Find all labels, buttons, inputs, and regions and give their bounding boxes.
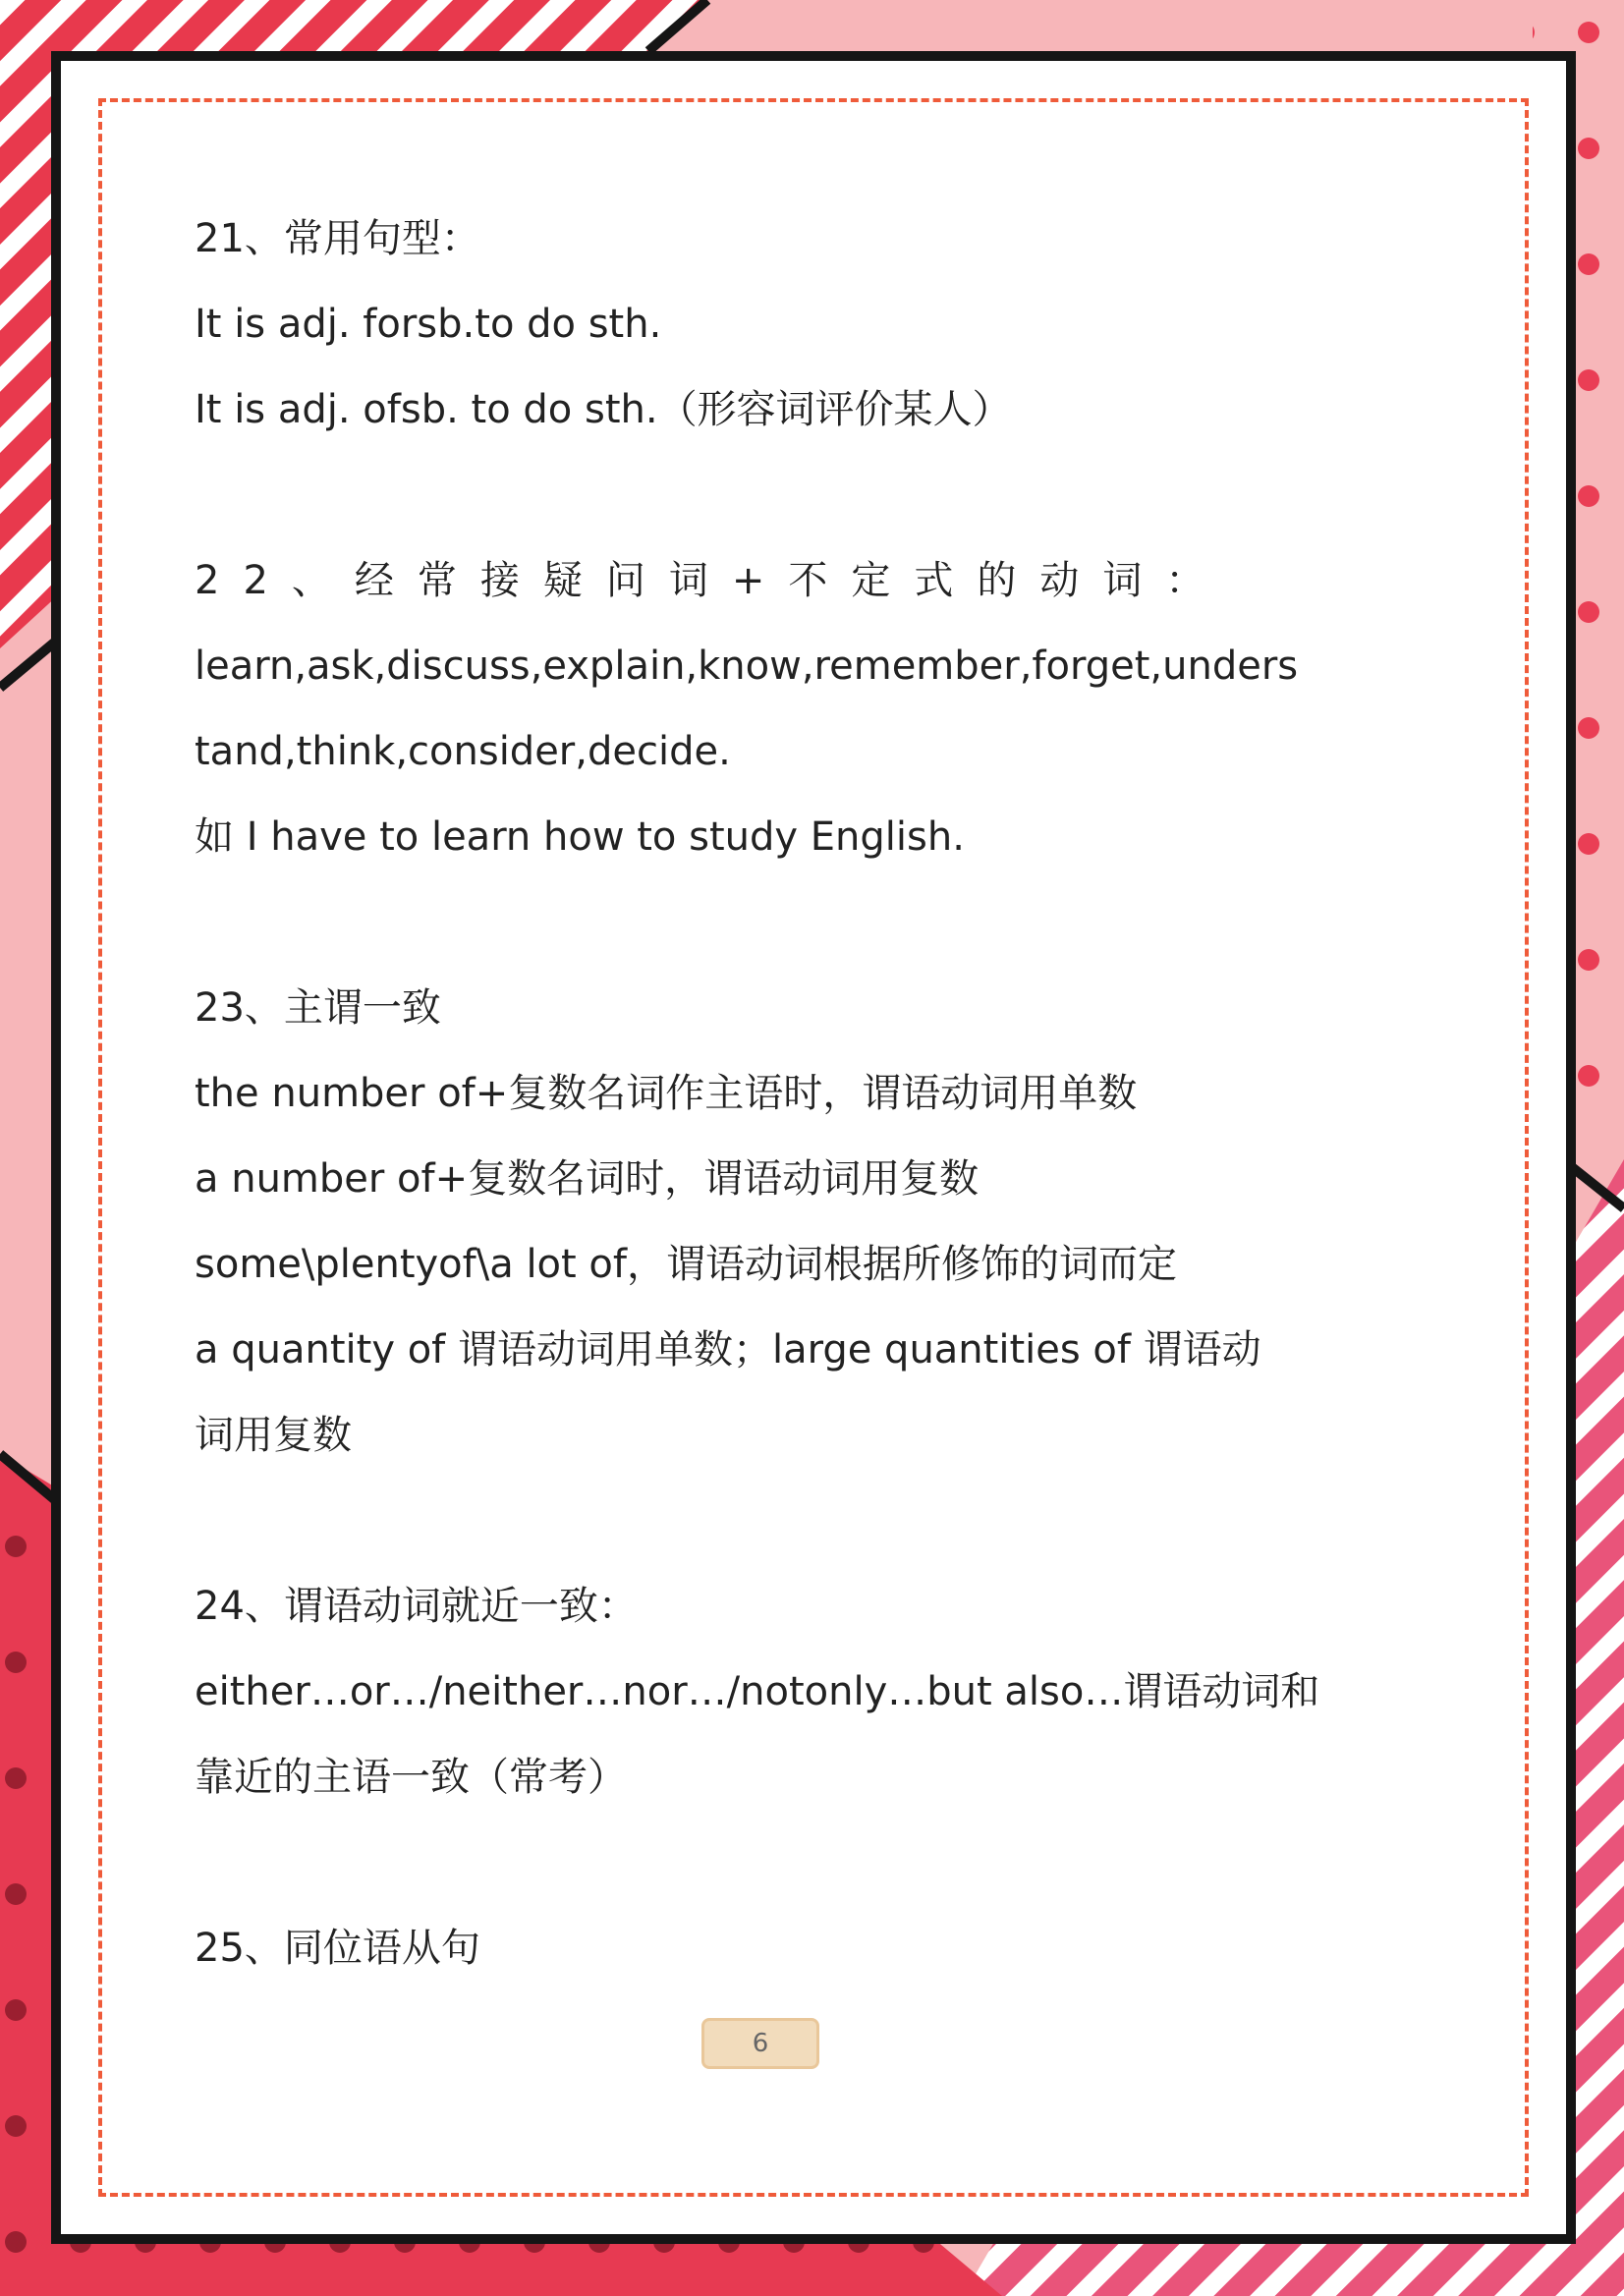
- section-heading: 21、常用句型：: [195, 216, 480, 261]
- section-24: [195, 1564, 1373, 1820]
- text-line: some\plentyof\a lot of，谓语动词根据所修饰的词而定: [195, 1242, 1177, 1287]
- text-line: learn,ask,discuss,explain,know,remember,forget,unders: [195, 644, 1299, 689]
- text-line: 如 I have to learn how to study English.: [195, 814, 965, 860]
- section-heading: 25、同位语从句: [195, 1926, 480, 1971]
- section-heading: 22、经常接疑问词+不定式的动词：: [195, 558, 1229, 603]
- text-line: either…or…/neither…nor…/notonly…but also…谓语动词和: [195, 1669, 1320, 1714]
- section-gap: [195, 880, 1373, 966]
- section-gap: [195, 1820, 1373, 1906]
- page-number: 6: [701, 2018, 819, 2069]
- text-line: a quantity of 谓语动词用单数；large quantities of 谓语动: [195, 1327, 1261, 1372]
- section-25: [195, 1906, 1373, 1991]
- section-22: [195, 538, 1373, 880]
- text-line: tand,think,consider,decide.: [195, 729, 731, 774]
- section-gap: [195, 1479, 1373, 1564]
- text-line: 靠近的主语一致（常考）: [195, 1755, 627, 1800]
- section-gap: [195, 453, 1373, 538]
- text-line: 词用复数: [195, 1413, 352, 1458]
- document-body: [195, 196, 1373, 1991]
- section-heading: 23、主谓一致: [195, 985, 441, 1031]
- section-21: [195, 196, 1373, 453]
- text-line: a number of+复数名词时，谓语动词用复数: [195, 1156, 980, 1202]
- text-line: It is adj. ofsb. to do sth.（形容词评价某人）: [195, 387, 1012, 432]
- section-heading: 24、谓语动词就近一致：: [195, 1584, 638, 1629]
- text-line: the number of+复数名词作主语时，谓语动词用单数: [195, 1071, 1138, 1116]
- text-line: It is adj. forsb.to do sth.: [195, 302, 662, 347]
- section-23: [195, 966, 1373, 1479]
